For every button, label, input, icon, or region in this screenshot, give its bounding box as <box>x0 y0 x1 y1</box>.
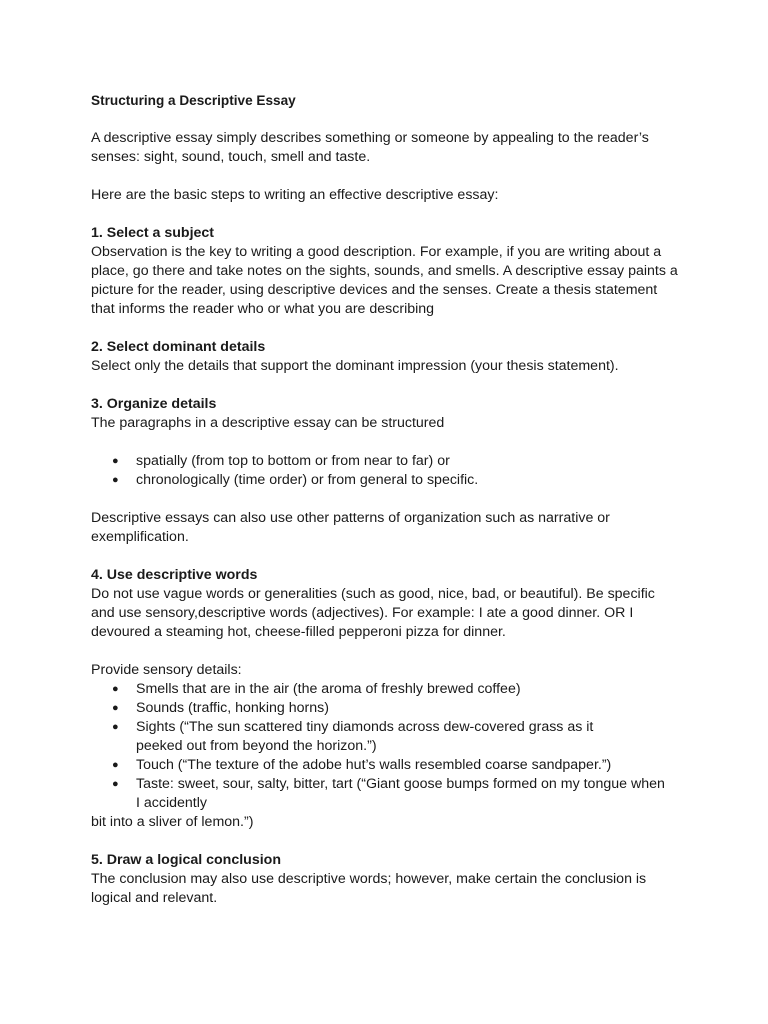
organize-bullet-list <box>91 452 691 490</box>
section-2-heading: 2. Select dominant details <box>91 339 266 355</box>
bullet-icon: ● <box>112 683 119 695</box>
spacer <box>91 319 691 338</box>
sensory-bullet-tail: bit into a sliver of lemon.”) <box>91 814 254 830</box>
list-item: ● Sights (“The sun scattered tiny diamonds across dew-covered grass as it peeked out from beyond the horizon.”) <box>112 719 594 754</box>
section-3-body: The paragraphs in a descriptive essay can be structured <box>91 415 445 431</box>
spacer <box>91 832 691 851</box>
document-title: Structuring a Descriptive Essay <box>91 93 296 108</box>
section-3-after: Descriptive essays can also use other patterns of organization such as narrative or exemplification. <box>91 510 610 545</box>
list-item: ● Touch (“The texture of the adobe hut’s walls resembled coarse sandpaper.”) <box>112 757 612 773</box>
section-3-heading: 3. Organize details <box>91 396 217 412</box>
intro-paragraph: A descriptive essay simply describes something or someone by appealing to the reader’s senses: sight, sound, touch, smell and taste. <box>91 130 649 165</box>
spacer <box>91 642 691 661</box>
spacer <box>91 205 691 224</box>
spacer <box>91 433 691 452</box>
spacer <box>91 547 691 566</box>
list-item: ● Taste: sweet, sour, salty, bitter, tart (“Giant goose bumps formed on my tongue when I accidently <box>112 776 665 811</box>
list-item: ● chronologically (time order) or from general to specific. <box>112 472 479 488</box>
spacer <box>91 376 691 395</box>
bullet-icon: ● <box>112 778 119 790</box>
section-2-body: Select only the details that support the dominant impression (your thesis statement). <box>91 358 619 374</box>
sensory-intro: Provide sensory details: <box>91 662 242 678</box>
spacer <box>91 167 691 186</box>
bullet-icon: ● <box>112 721 119 733</box>
bullet-icon: ● <box>112 474 119 486</box>
sensory-bullet-list <box>91 680 691 813</box>
steps-intro: Here are the basic steps to writing an effective descriptive essay: <box>91 187 499 203</box>
bullet-icon: ● <box>112 702 119 714</box>
section-4-heading: 4. Use descriptive words <box>91 567 258 583</box>
list-item: ● Smells that are in the air (the aroma of freshly brewed coffee) <box>112 681 521 697</box>
list-item: ● Sounds (traffic, honking horns) <box>112 700 329 716</box>
section-4-body: Do not use vague words or generalities (such as good, nice, bad, or beautiful). Be specific and use sensory,descriptive words (adjectives). For example: I ate a good dinner. OR I devoured a steaming hot, cheese-filled pepperoni pizza for dinner. <box>91 586 655 640</box>
section-1-body: Observation is the key to writing a good description. For example, if you are writing about a place, go there and take notes on the sights, sounds, and smells. A descriptive essay paints a picture for the reader, using descriptive devices and the senses. Create a thesis statement that informs the reader who or what you are describing <box>91 244 678 317</box>
section-1-heading: 1. Select a subject <box>91 225 215 241</box>
bullet-icon: ● <box>112 759 119 771</box>
section-5-body: The conclusion may also use descriptive words; however, make certain the conclusion is logical and relevant. <box>91 871 647 906</box>
document-page <box>91 91 691 908</box>
bullet-icon: ● <box>112 455 119 467</box>
list-item: ● spatially (from top to bottom or from near to far) or <box>112 453 450 469</box>
spacer <box>91 490 691 509</box>
section-5-heading: 5. Draw a logical conclusion <box>91 852 282 868</box>
spacer <box>91 110 691 129</box>
